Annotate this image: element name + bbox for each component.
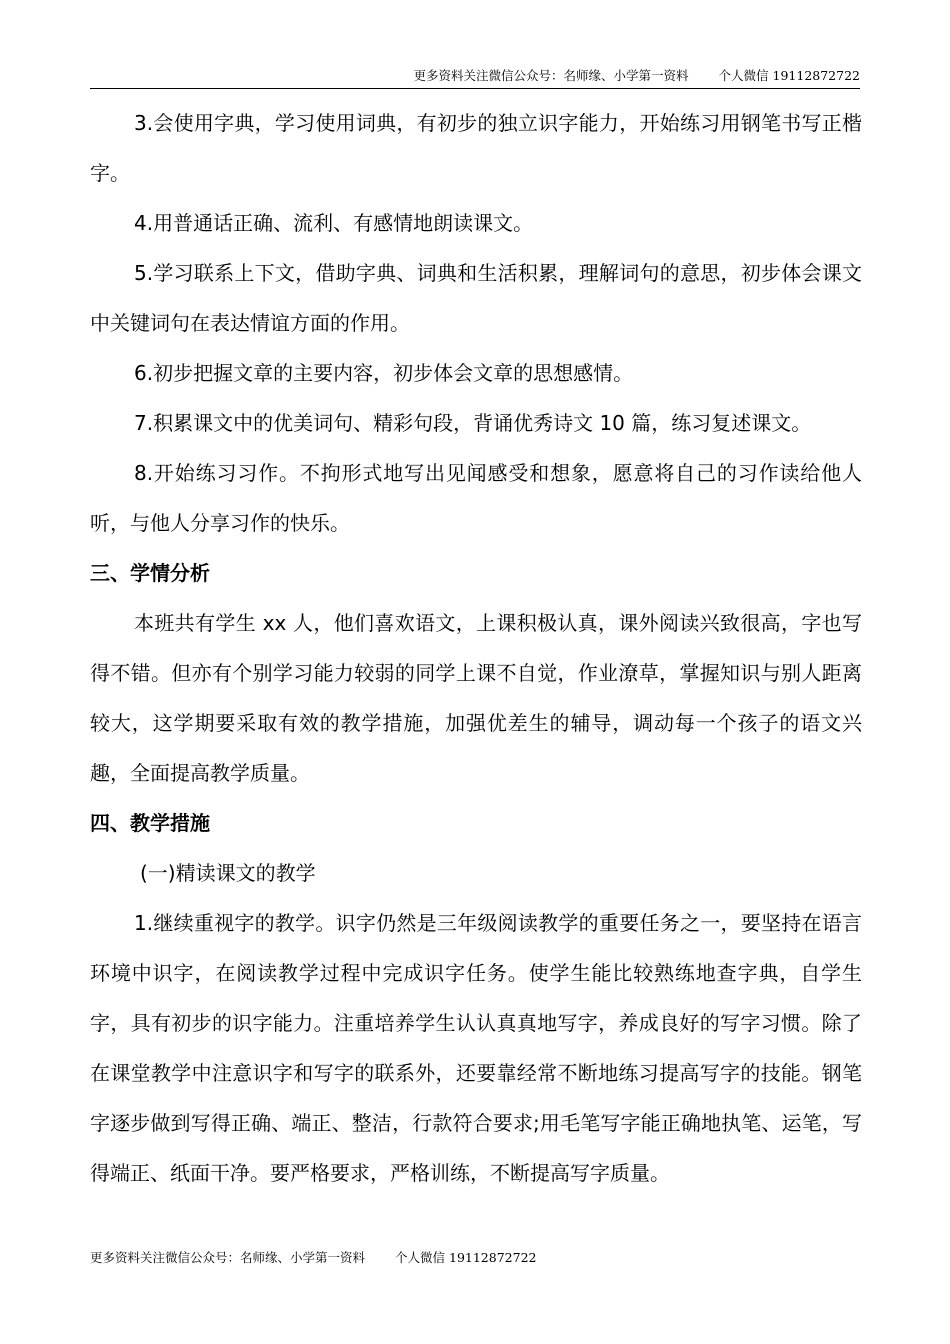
document-body	[90, 98, 862, 1198]
measure-paragraph: 1.继续重视字的教学。识字仍然是三年级阅读教学的重要任务之一，要坚持在语言环境中识字，在阅读教学过程中完成识字任务。使学生能比较熟练地查字典，自学生字，具有初步的识字能力。注重培养学生认认真真地写字，养成良好的写字习惯。除了在课堂教学中注意识字和写字的联系外，还要靠经常不断地练习提高写字的技能。钢笔字逐步做到写得正确、端正、整洁，行款符合要求;用毛笔写字能正确地执笔、运笔，写得端正、纸面干净。要严格要求，严格训练，不断提高写字质量。	[90, 911, 862, 1185]
goal-item: 4.用普通话正确、流利、有感情地朗读课文。	[134, 211, 534, 235]
subsection-heading-intensive-reading: (一)精读课文的教学	[140, 861, 316, 885]
header-source-note: 更多资料关注微信公众号：名师缘、小学第一资料	[413, 68, 689, 83]
section-heading-student-analysis: 三、学情分析	[90, 561, 210, 585]
section-heading-teaching-measures: 四、教学措施	[90, 811, 210, 835]
goal-item: 6.初步把握文章的主要内容，初步体会文章的思想感情。	[134, 361, 634, 385]
goal-item: 7.积累课文中的优美词句、精彩句段，背诵优秀诗文 10 篇，练习复述课文。	[134, 411, 812, 435]
header-contact: 个人微信 19112872722	[718, 68, 860, 83]
goal-item: 8.开始练习习作。不拘形式地写出见闻感受和想象，愿意将自己的习作读给他人听，与他人分享习作的快乐。	[90, 461, 862, 535]
footer-source-note: 更多资料关注微信公众号：名师缘、小学第一资料	[90, 1250, 366, 1265]
goal-item: 3.会使用字典，学习使用词典，有初步的独立识字能力，开始练习用钢笔书写正楷字。	[90, 111, 862, 185]
footer-contact: 个人微信 19112872722	[395, 1250, 537, 1265]
page-footer	[90, 1248, 536, 1268]
student-analysis-paragraph: 本班共有学生 xx 人，他们喜欢语文，上课积极认真，课外阅读兴致很高，字也写得不错。但亦有个别学习能力较弱的同学上课不自觉，作业潦草，掌握知识与别人距离较大，这学期要采取有效的教学措施，加强优差生的辅导，调动每一个孩子的语文兴趣，全面提高教学质量。	[90, 611, 862, 785]
page-header	[90, 66, 860, 89]
goal-item: 5.学习联系上下文，借助字典、词典和生活积累，理解词句的意思，初步体会课文中关键词句在表达情谊方面的作用。	[90, 261, 862, 335]
